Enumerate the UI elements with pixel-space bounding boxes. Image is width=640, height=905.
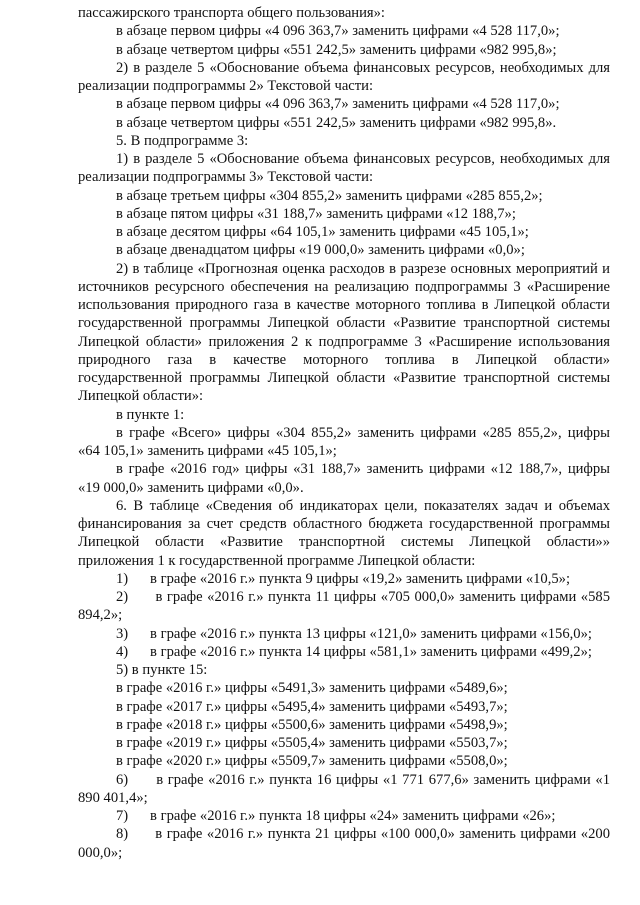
- list-item: 4) в графе «2016 г.» пункта 14 цифры «581,1» заменить цифрами «499,2»;: [116, 643, 592, 660]
- paragraph: в абзаце третьем цифры «304 855,2» заменить цифрами «285 855,2»;: [116, 187, 543, 204]
- paragraph: в абзаце двенадцатом цифры «19 000,0» заменить цифрами «0,0»;: [116, 242, 525, 259]
- paragraph: в графе «2017 г.» цифры «5495,4» заменить цифрами «5493,7»;: [116, 698, 508, 715]
- list-item: 8) в графе «2016 г.» пункта 21 цифры «100 000,0» заменить цифрами «200 000,0»;: [78, 826, 614, 861]
- list-item: 3) в графе «2016 г.» пункта 13 цифры «121,0» заменить цифрами «156,0»;: [116, 625, 592, 642]
- paragraph: в графе «2018 г.» цифры «5500,6» заменить цифрами «5498,9»;: [116, 716, 508, 733]
- paragraph: в графе «Всего» цифры «304 855,2» заменить цифрами «285 855,2», цифры «64 105,1» заменить цифрами «45 105,1»;: [78, 424, 610, 459]
- paragraph: 2) в таблице «Прогнозная оценка расходов в разрезе основных мероприятий и источников ресурсного обеспечения на реализацию подпрограммы 3 «Расширение использования природного газа в качестве моторного топлива в Липецкой области государственной программы Липецкой области «Развитие транспортной системы Липецкой области» приложения 2 к подпрограмме 3 «Расширение использования природного газа в качестве моторного топлива в Липецкой области» государственной программы Липецкой области «Развитие транспортной системы Липецкой области»:: [78, 260, 610, 405]
- paragraph: в пункте 1:: [116, 406, 185, 423]
- list-item: 2) в графе «2016 г.» пункта 11 цифры «705 000,0» заменить цифрами «585 894,2»;: [78, 589, 614, 624]
- paragraph: в графе «2016 год» цифры «31 188,7» заменить цифрами «12 188,7», цифры «19 000,0» заменить цифрами «0,0».: [78, 461, 610, 496]
- list-item: 1) в графе «2016 г.» пункта 9 цифры «19,2» заменить цифрами «10,5»;: [116, 570, 571, 587]
- paragraph: 6. В таблице «Сведения об индикаторах цели, показателях задач и объемах финансирования за счет средств областного бюджета государственной программы Липецкой области «Развитие транспортной системы Липецкой области»» приложения 1 к государственной программе Липецкой области:: [78, 497, 610, 569]
- paragraph: в абзаце десятом цифры «64 105,1» заменить цифрами «45 105,1»;: [116, 224, 529, 240]
- paragraph: в графе «2020 г.» цифры «5509,7» заменить цифрами «5508,0»;: [116, 753, 508, 770]
- paragraph: в абзаце первом цифры «4 096 363,7» заменить цифрами «4 528 117,0»;: [116, 23, 560, 40]
- list-item: 7) в графе «2016 г.» пункта 18 цифры «24» заменить цифрами «26»;: [116, 808, 556, 824]
- paragraph: в абзаце четвертом цифры «551 242,5» заменить цифрами «982 995,8»;: [116, 41, 557, 58]
- paragraph: в графе «2016 г.» цифры «5491,3» заменить цифрами «5489,6»;: [116, 680, 508, 697]
- paragraph: в графе «2019 г.» цифры «5505,4» заменить цифрами «5503,7»;: [116, 735, 508, 751]
- list-item: 5) в пункте 15:: [116, 662, 208, 678]
- paragraph: пассажирского транспорта общего пользования»:: [78, 5, 385, 21]
- paragraph: в абзаце четвертом цифры «551 242,5» заменить цифрами «982 995,8».: [116, 114, 557, 131]
- list-item: 6) в графе «2016 г.» пункта 16 цифры «1 771 677,6» заменить цифрами «1 890 401,4»;: [78, 771, 614, 806]
- paragraph: в абзаце первом цифры «4 096 363,7» заменить цифрами «4 528 117,0»;: [116, 96, 560, 113]
- section-heading: 5. В подпрограмме 3:: [116, 132, 249, 149]
- paragraph: в абзаце пятом цифры «31 188,7» заменить цифрами «12 188,7»;: [116, 205, 516, 222]
- paragraph: 2) в разделе 5 «Обоснование объема финансовых ресурсов, необходимых для реализации подпрограммы 2» Текстовой части:: [78, 59, 610, 94]
- paragraph: 1) в разделе 5 «Обоснование объема финансовых ресурсов, необходимых для реализации подпрограммы 3» Текстовой части:: [78, 151, 610, 186]
